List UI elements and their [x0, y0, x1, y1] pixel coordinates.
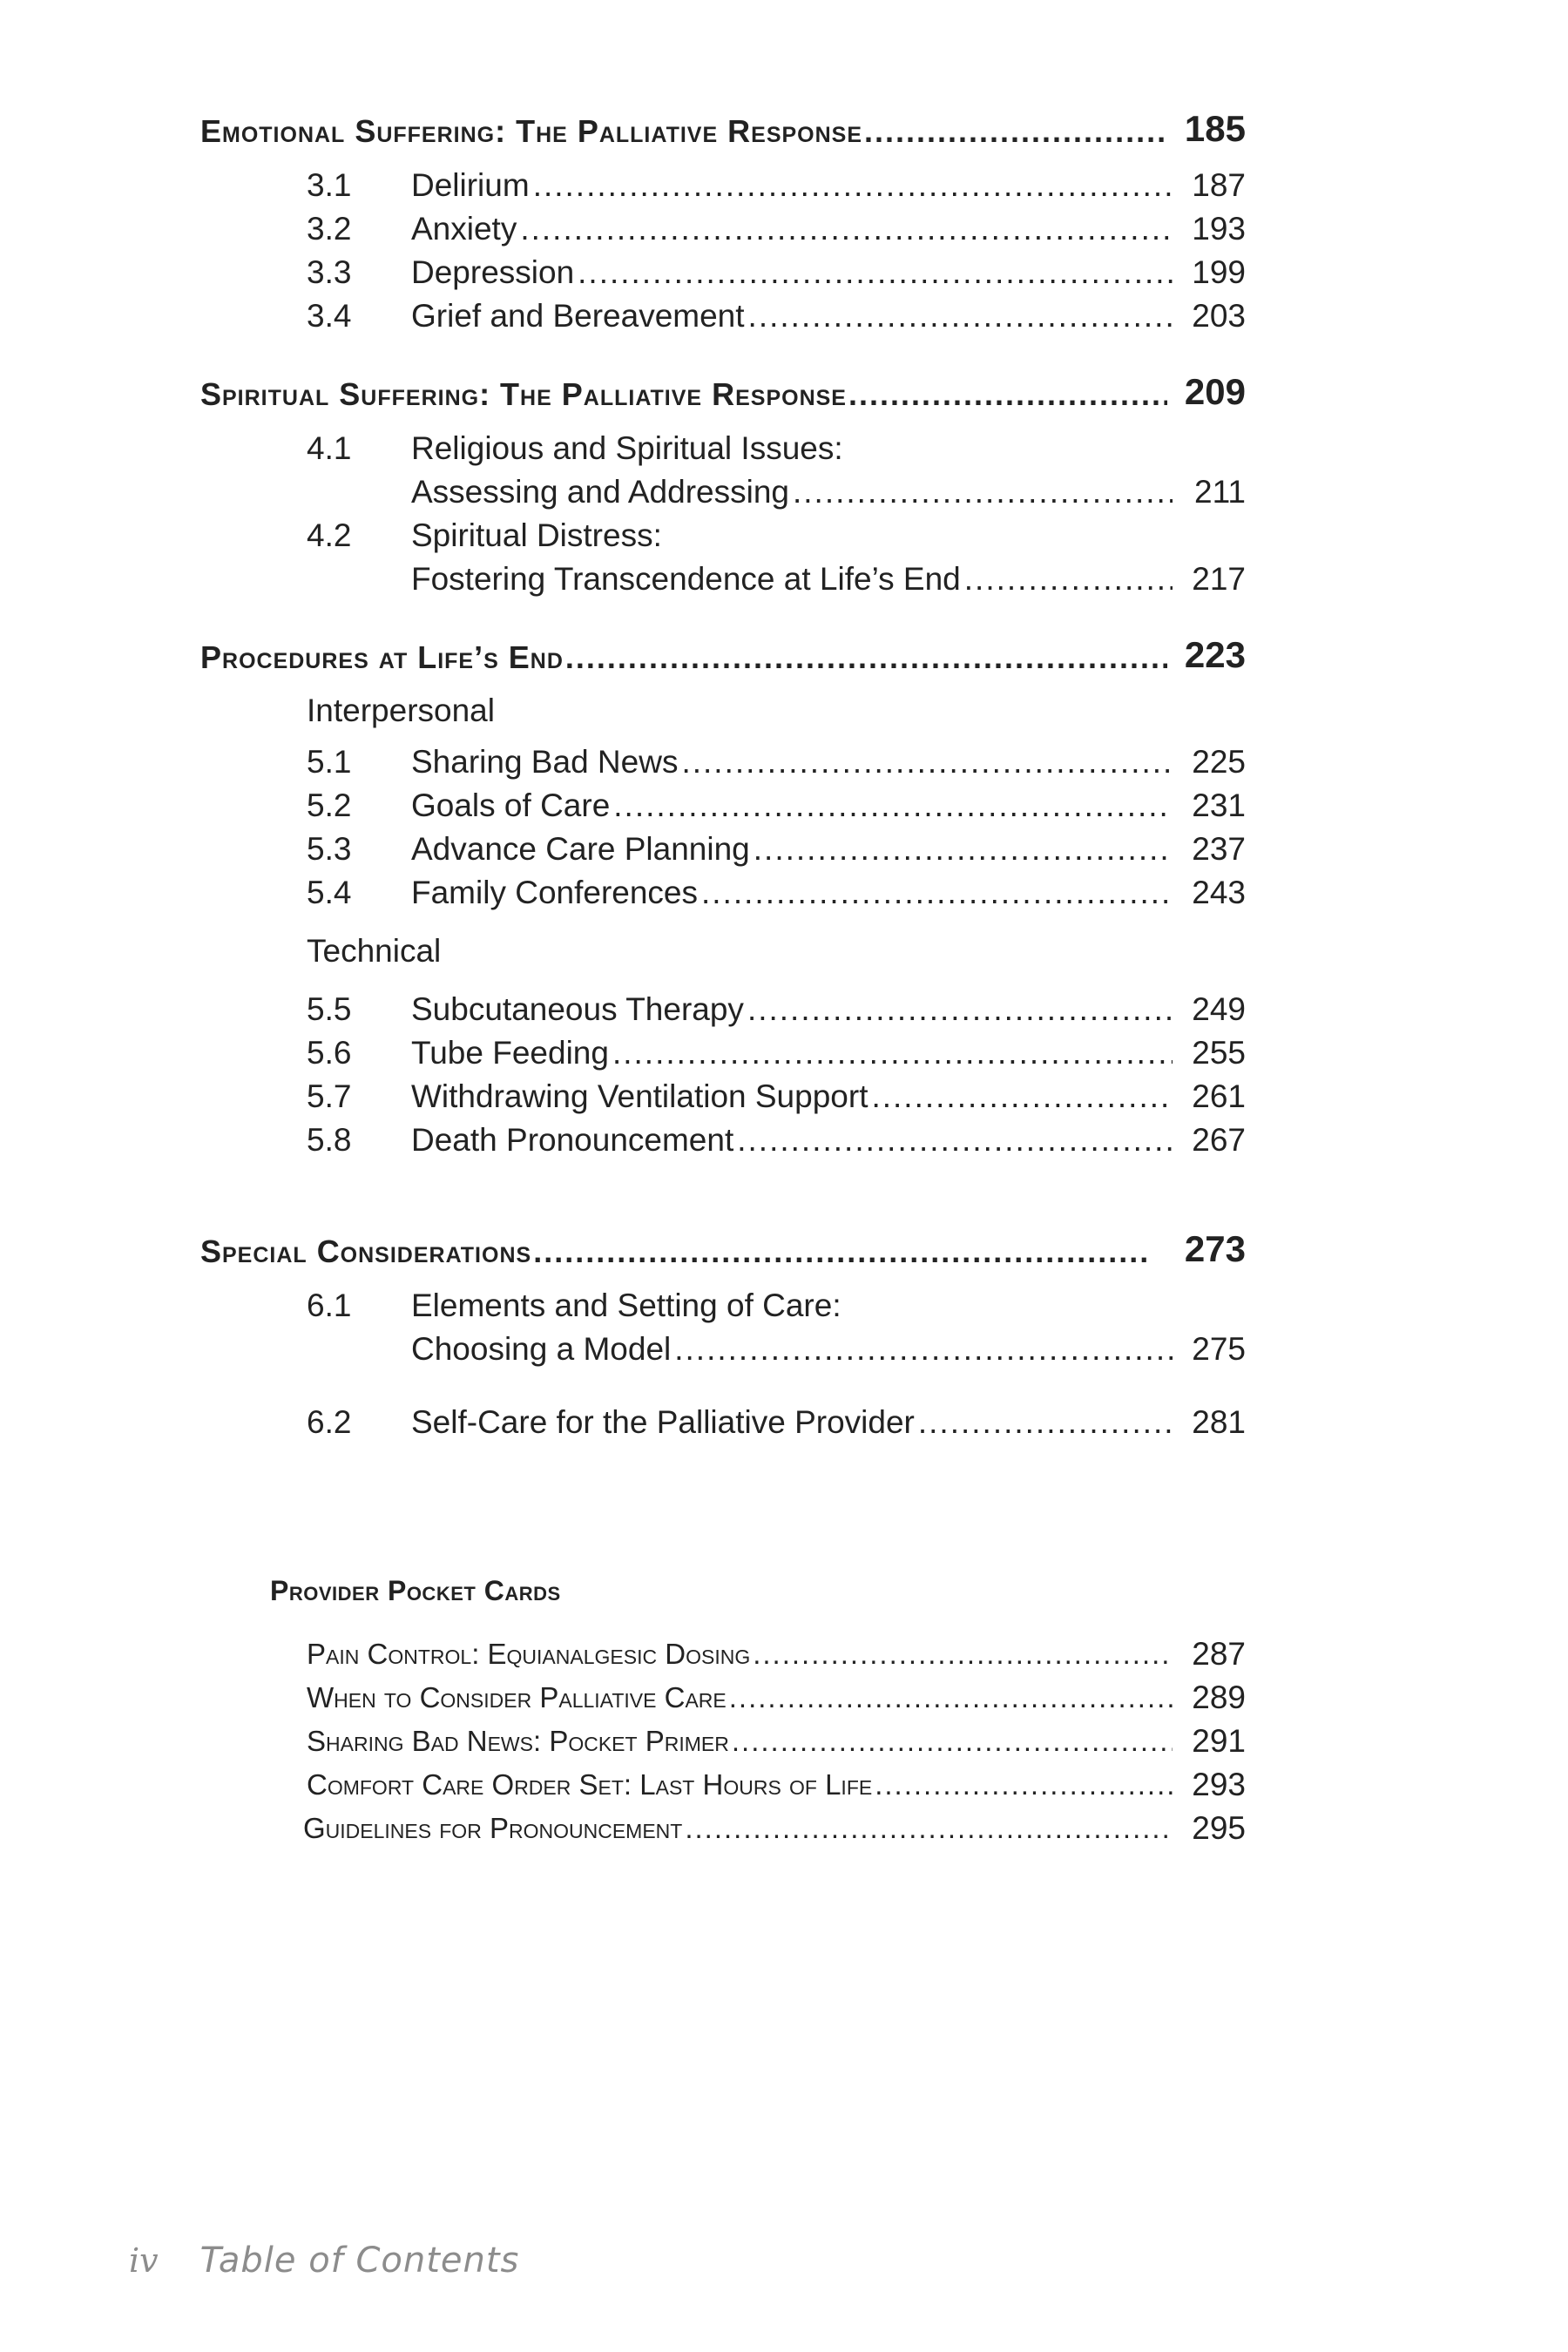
entry-page: 261 [1192, 1078, 1246, 1114]
entry-page: 237 [1192, 831, 1246, 867]
entry-page: 267 [1192, 1122, 1246, 1158]
toc-entry-line1 [200, 427, 1246, 470]
entry-page: 203 [1192, 298, 1246, 334]
toc-entry [200, 871, 1246, 915]
section-heading [200, 1223, 1246, 1275]
entry-title: Anxiety [411, 211, 517, 247]
entry-title: Choosing a Model [411, 1331, 672, 1367]
footer-page-number: iv [129, 2241, 159, 2280]
section-title: Procedures at Life’s End [200, 639, 564, 675]
entry-title: Delirium [411, 167, 530, 203]
entry-title: Self-Care for the Palliative Provider [411, 1404, 915, 1440]
entry-number: 3.3 [307, 254, 352, 290]
entry-page: 211 [1194, 474, 1246, 510]
entry-number: 3.1 [307, 167, 352, 203]
page-footer [129, 2240, 519, 2281]
toc-entry [200, 294, 1246, 338]
entry-number: 5.2 [307, 787, 352, 823]
pocket-card-entry [307, 1632, 1246, 1676]
pocket-card-page: 291 [1192, 1723, 1246, 1759]
entry-page: 255 [1192, 1035, 1246, 1071]
section-title: Spiritual Suffering: The Palliative Response [200, 376, 847, 412]
section-page: 185 [1184, 108, 1246, 149]
pocket-card-entry [307, 1720, 1246, 1763]
toc-entry [200, 1328, 1246, 1371]
toc-entry [200, 988, 1246, 1031]
entry-page: 199 [1192, 254, 1246, 290]
pocket-card-title: Sharing Bad News: Pocket Primer [307, 1725, 729, 1757]
pocket-card-entry [303, 1807, 1246, 1850]
toc-section-procedures [200, 629, 1246, 1162]
entry-number: 5.6 [307, 1035, 352, 1071]
toc-entry [200, 1031, 1246, 1075]
pocket-card-entry [307, 1763, 1246, 1807]
entry-title: Assessing and Addressing [411, 474, 789, 510]
entry-page: 249 [1192, 991, 1246, 1027]
pocket-card-title: When to Consider Palliative Care [307, 1681, 727, 1713]
group-label-row [200, 681, 1246, 740]
toc-entry [200, 207, 1246, 251]
group-label: Interpersonal [307, 693, 495, 728]
entry-number: 5.3 [307, 831, 352, 867]
entry-page: 187 [1192, 167, 1246, 203]
entry-title: Fostering Transcendence at Life’s End [411, 561, 961, 597]
entry-title: Death Pronouncement [411, 1122, 734, 1158]
toc-entry [200, 1075, 1246, 1119]
entry-title: Withdrawing Ventilation Support [411, 1078, 868, 1114]
toc-entry [200, 740, 1246, 784]
section-heading [200, 366, 1246, 418]
entry-title: Advance Care Planning [411, 831, 750, 867]
entry-title: Grief and Bereavement [411, 298, 745, 334]
pocket-cards-heading: Provider Pocket Cards [270, 1575, 561, 1606]
entry-title-line1: Elements and Setting of Care: [411, 1288, 841, 1323]
pocket-card-page: 295 [1192, 1810, 1246, 1846]
section-page: 209 [1184, 371, 1246, 412]
entry-title: Family Conferences [411, 875, 699, 910]
entry-page: 193 [1192, 211, 1246, 247]
toc-section-spiritual [200, 366, 1246, 601]
entry-number: 3.2 [307, 211, 352, 247]
entry-title-line1: Spiritual Distress: [411, 517, 662, 553]
entry-page: 225 [1192, 744, 1246, 780]
toc-section-emotional [200, 103, 1246, 338]
entry-number: 5.8 [307, 1122, 352, 1158]
toc-entry-line1 [200, 514, 1246, 558]
entry-page: 217 [1192, 561, 1246, 597]
toc-entry [200, 1401, 1246, 1444]
toc-entry [200, 784, 1246, 828]
pocket-card-title: Pain Control: Equianalgesic Dosing [307, 1638, 751, 1670]
entry-number: 6.2 [307, 1404, 352, 1440]
entry-title: Tube Feeding [411, 1035, 609, 1071]
entry-page: 231 [1192, 787, 1246, 823]
entry-title-line1: Religious and Spiritual Issues: [411, 430, 843, 466]
pocket-card-page: 289 [1192, 1680, 1246, 1715]
section-heading [200, 629, 1246, 681]
section-title: Emotional Suffering: The Palliative Response [200, 113, 863, 149]
pocket-card-title: Guidelines for Pronouncement [303, 1812, 683, 1844]
toc-entry [200, 828, 1246, 871]
pocket-card-entry [307, 1676, 1246, 1720]
entry-title: Subcutaneous Therapy [411, 991, 744, 1027]
section-heading [200, 103, 1246, 155]
toc-entry [200, 558, 1246, 601]
toc-entry [200, 1119, 1246, 1162]
entry-number: 4.2 [307, 517, 352, 553]
section-page: 273 [1184, 1228, 1246, 1269]
entry-title: Depression [411, 254, 575, 290]
group-label: Technical [307, 933, 442, 969]
entry-page: 281 [1192, 1404, 1246, 1440]
toc-section-special [200, 1223, 1246, 1444]
entry-number: 4.1 [307, 430, 352, 466]
section-title: Special Considerations [200, 1233, 532, 1269]
entry-page: 243 [1192, 875, 1246, 910]
toc-entry [200, 251, 1246, 294]
pocket-card-page: 287 [1192, 1636, 1246, 1672]
entry-number: 5.5 [307, 991, 352, 1027]
pocket-card-page: 293 [1192, 1767, 1246, 1802]
entry-number: 5.1 [307, 744, 352, 780]
entry-title: Goals of Care [411, 787, 611, 823]
group-label-row [200, 915, 1246, 988]
footer-label: Table of Contents [199, 2240, 520, 2281]
entry-title: Sharing Bad News [411, 744, 679, 780]
section-page: 223 [1184, 634, 1246, 675]
toc-entry [200, 470, 1246, 514]
entry-page: 275 [1192, 1331, 1246, 1367]
entry-number: 5.4 [307, 875, 352, 910]
entry-number: 6.1 [307, 1288, 352, 1323]
toc-entry-line1 [200, 1284, 1246, 1328]
pocket-card-title: Comfort Care Order Set: Last Hours of Life [307, 1768, 873, 1801]
entry-number: 3.4 [307, 298, 352, 334]
toc-entry [200, 164, 1246, 207]
entry-number: 5.7 [307, 1078, 352, 1114]
